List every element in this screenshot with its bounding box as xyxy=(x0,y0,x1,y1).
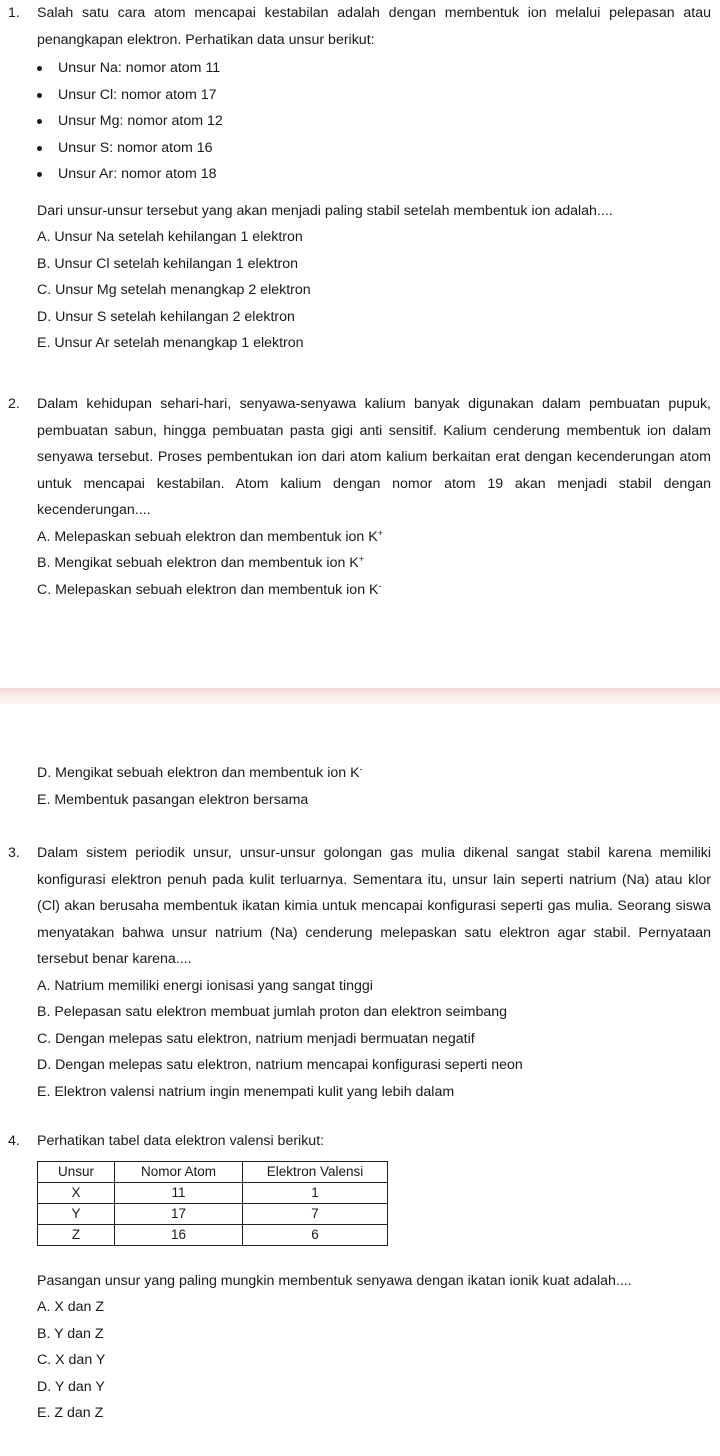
list-item: Unsur Cl: nomor atom 17 xyxy=(36,82,711,109)
question-text: Dalam kehidupan sehari-hari, senyawa-senyawa kalium banyak digunakan dalam pembuatan pupuk, pembuatan sabun, hingga pembuatan pasta gigi anti sensitif. Kalium cenderung membentuk ion dalam senyawa tersebut. Proses pembentukan ion dari atom kalium berkaitan erat dengan kecenderungan atom untuk mencapai kestabilan. Atom kalium dengan nomor atom 19 akan menjadi stabil dengan kecenderungan.... xyxy=(37,396,711,518)
question-number: 3. xyxy=(8,845,20,861)
option-c[interactable]: C. Melepaskan sebuah elektron dan membentuk ion K- xyxy=(37,580,382,598)
table-row xyxy=(38,1182,388,1203)
option-e[interactable]: E. Membentuk pasangan elektron bersama xyxy=(37,791,309,808)
page-break-divider xyxy=(0,688,720,704)
list-item: Unsur Ar: nomor atom 18 xyxy=(36,161,711,188)
table-row xyxy=(38,1203,388,1224)
table-header-row xyxy=(38,1161,388,1182)
table-row xyxy=(38,1224,388,1245)
table-cell: Z xyxy=(38,1224,115,1245)
question-number: 1. xyxy=(8,5,20,21)
option-b[interactable]: B. Y dan Z xyxy=(37,1325,104,1342)
option-e[interactable]: E. Unsur Ar setelah menangkap 1 elektron xyxy=(37,335,304,351)
valence-table xyxy=(37,1161,388,1246)
table-header: Nomor Atom xyxy=(115,1161,243,1182)
table-cell: 17 xyxy=(115,1203,243,1224)
table-cell: 7 xyxy=(243,1203,388,1224)
option-c[interactable]: C. Unsur Mg setelah menangkap 2 elektron xyxy=(37,282,311,298)
list-item: Unsur Mg: nomor atom 12 xyxy=(36,108,711,135)
question-intro: Perhatikan tabel data elektron valensi berikut: xyxy=(37,1133,325,1149)
question-2-continued xyxy=(8,760,711,813)
option-c[interactable]: C. X dan Y xyxy=(37,1352,106,1368)
question-number: 2. xyxy=(8,396,20,412)
table-header: Elektron Valensi xyxy=(243,1161,388,1182)
question-prompt: Pasangan unsur yang paling mungkin membentuk senyawa dengan ikatan ionik kuat adalah.... xyxy=(37,1272,632,1289)
option-d[interactable]: D. Y dan Y xyxy=(37,1378,105,1395)
option-b[interactable]: B. Mengikat sebuah elektron dan membentuk ion K+ xyxy=(37,554,365,571)
table-cell: 1 xyxy=(243,1182,388,1203)
option-c[interactable]: C. Dengan melepas satu elektron, natrium menjadi bermuatan negatif xyxy=(37,1030,475,1047)
table-cell: 16 xyxy=(115,1224,243,1245)
question-text: Dalam sistem periodik unsur, unsur-unsur golongan gas mulia dikenal sangat stabil karena memiliki konfigurasi elektron penuh pada kulit terluarnya. Sementara itu, unsur lain seperti natrium (Na) atau klor (Cl) akan berusaha membentuk ikatan kimia untuk mencapai konfigurasi seperti gas mulia. Seorang siswa menyatakan bahwa unsur natrium (Na) cenderung melepaskan satu elektron agar stabil. Pernyataan tersebut benar karena.... xyxy=(37,845,711,967)
option-a[interactable]: A. Melepaskan sebuah elektron dan membentuk ion K+ xyxy=(37,527,383,545)
table-cell: Y xyxy=(38,1203,115,1224)
option-b[interactable]: B. Unsur Cl setelah kehilangan 1 elektron xyxy=(37,255,299,272)
option-a[interactable]: A. X dan Z xyxy=(37,1299,105,1315)
option-d[interactable]: D. Dengan melepas satu elektron, natrium mencapai konfigurasi seperti neon xyxy=(37,1057,523,1073)
list-item: Unsur S: nomor atom 16 xyxy=(36,135,711,162)
question-1 xyxy=(8,0,711,357)
table-cell: 6 xyxy=(243,1224,388,1245)
option-e[interactable]: E. Elektron valensi natrium ingin menempati kulit yang lebih dalam xyxy=(37,1083,455,1100)
table-header: Unsur xyxy=(38,1161,115,1182)
question-2 xyxy=(8,391,711,603)
option-a[interactable]: A. Natrium memiliki energi ionisasi yang sangat tinggi xyxy=(37,977,373,994)
element-list xyxy=(36,55,711,188)
list-item: Unsur Na: nomor atom 11 xyxy=(36,55,711,82)
option-b[interactable]: B. Pelepasan satu elektron membuat jumlah proton dan elektron seimbang xyxy=(37,1004,508,1020)
question-3 xyxy=(8,840,711,1105)
option-d[interactable]: D. Mengikat sebuah elektron dan membentuk ion K- xyxy=(37,764,363,781)
question-intro: Salah satu cara atom mencapai kestabilan adalah dengan membentuk ion melalui pelepasan atau penangkapan elektron. Perhatikan data unsur berikut: xyxy=(37,5,711,48)
option-d[interactable]: D. Unsur S setelah kehilangan 2 elektron xyxy=(37,308,295,325)
table-cell: 11 xyxy=(115,1182,243,1203)
option-a[interactable]: A. Unsur Na setelah kehilangan 1 elektron xyxy=(37,229,303,245)
option-e[interactable]: E. Z dan Z xyxy=(37,1405,104,1421)
question-number: 4. xyxy=(8,1133,20,1149)
table-cell: X xyxy=(38,1182,115,1203)
question-4 xyxy=(8,1128,711,1427)
question-prompt: Dari unsur-unsur tersebut yang akan menjadi paling stabil setelah membentuk ion adalah.... xyxy=(37,202,613,219)
